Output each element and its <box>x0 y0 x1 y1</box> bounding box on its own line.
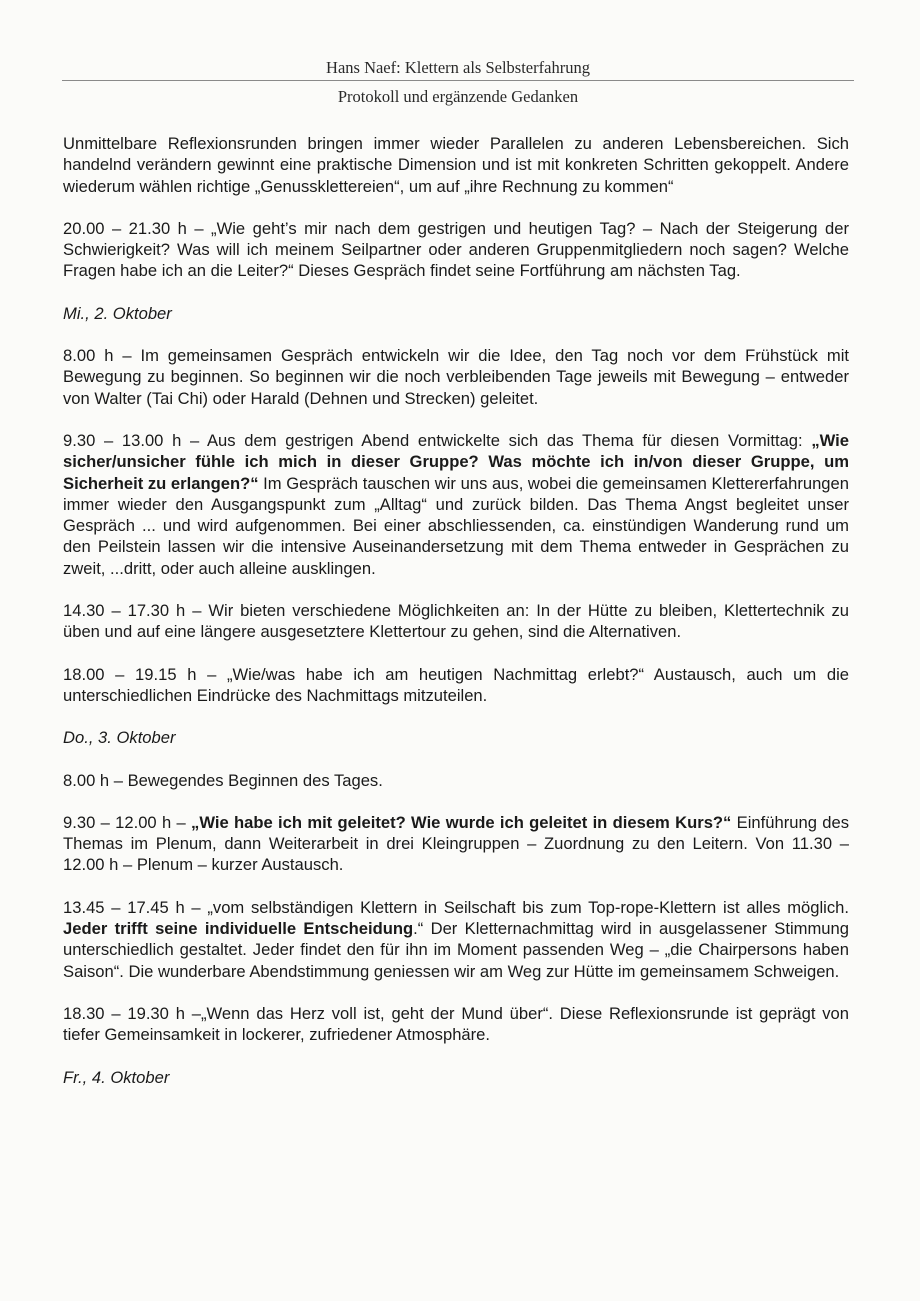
paragraph-afternoon-options: 14.30 – 17.30 h – Wir bieten verschiedene Möglichkeiten an: In der Hütte zu bleiben, Klettertechnik zu üben und auf eine längere ausgesetztere Klettertour zu gehen, sind die Alternativen. <box>63 601 849 642</box>
date-heading-thursday: Do., 3. Oktober <box>63 728 176 748</box>
text-segment: 13.45 – 17.45 h – „vom selbständigen Klettern in Seilschaft bis zum Top-rope-Klettern ist alles möglich. <box>63 897 849 917</box>
date-heading-friday: Fr., 4. Oktober <box>63 1067 170 1087</box>
text-segment: 9.30 – 12.00 h – <box>63 812 192 832</box>
header-subtitle: Protokoll und ergänzende Gedanken <box>337 87 579 106</box>
header-divider <box>62 80 854 81</box>
paragraph-leadership-theme <box>63 812 849 876</box>
bold-question: „Wie habe ich mit geleitet? Wie wurde ich geleitet in diesem Kurs?“ <box>191 812 732 832</box>
paragraph-reflection: Unmittelbare Reflexionsrunden bringen immer wieder Parallelen zu anderen Lebensbereichen. Sich handelnd verändern gewinnt eine praktische Dimension und ist mit konkreten Schritten gekoppelt. Andere wiederum wählen richtige „Genussklettereien“, um auf „ihre Rechnung zu kommen“ <box>63 134 849 196</box>
paragraph-morning-movement: 8.00 h – Im gemeinsamen Gespräch entwickeln wir die Idee, den Tag noch vor dem Frühstück mit Bewegung zu beginnen. So beginnen wir die noch verbleibenden Tage jeweils mit Bewegung – entweder von Walter (Tai Chi) oder Harald (Dehnen und Strecken) geleitet. <box>63 346 849 408</box>
paragraph-reflection-round: 18.30 – 19.30 h –„Wenn das Herz voll ist, geht der Mund über“. Diese Reflexionsrunde ist geprägt von tiefer Gemeinsamkeit in lockerer, zufriedener Atmosphäre. <box>63 1003 849 1045</box>
text-segment: Einführung des Themas im Plenum, dann Weiterarbeit in drei Kleingruppen – Zuordnung zu den Leitern. Von 11.30 – 12.00 h – Plenum – kurzer Austausch. <box>63 812 849 875</box>
header-title: Hans Naef: Klettern als Selbsterfahrung <box>326 58 590 77</box>
paragraph-afternoon-exchange: 18.00 – 19.15 h – „Wie/was habe ich am heutigen Nachmittag erlebt?“ Austausch, auch um die unterschiedlichen Eindrücke des Nachmittags mitzuteilen. <box>63 664 849 705</box>
text-segment: 9.30 – 13.00 h – Aus dem gestrigen Abend entwickelte sich das Thema für diesen Vormittag: <box>63 430 812 450</box>
text-segment: Im Gespräch tauschen wir uns aus, wobei die gemeinsamen Klettererfahrungen immer wieder den Ausgangspunkt zum „Alltag“ und zurück bilden. Das Thema Angst begleitet unser Gespräch ... und wird aufgenommen. Bei einer abschliessenden, ca. einstündigen Wanderung rund um den Peilstein lassen wir die intensive Auseinandersetzung mit dem Thema entweder in Gesprächen zu zweit, ...dritt, oder auch alleine ausklingen. <box>63 473 849 578</box>
text-segment: .“ Der Kletternachmittag wird in ausgelassener Stimmung unterschiedlich gestaltet. Jeder findet den für ihn im Moment passenden Weg – „die Chairpersons haben Saison“. Die wunderbare Abendstimmung geniessen wir am Weg zur Hütte im gemeinsamem Schweigen. <box>63 919 849 981</box>
bold-statement: Jeder trifft seine individuelle Entscheidung <box>63 919 414 939</box>
paragraph-safety-theme <box>63 430 849 579</box>
date-heading-wednesday: Mi., 2. Oktober <box>63 303 172 323</box>
paragraph-climbing-afternoon <box>63 897 849 982</box>
document-body <box>63 133 849 1088</box>
paragraph-morning-start: 8.00 h – Bewegendes Beginnen des Tages. <box>63 770 383 790</box>
paragraph-evening-talk: 20.00 – 21.30 h – „Wie geht’s mir nach dem gestrigen und heutigen Tag? – Nach der Steigerung der Schwierigkeit? Was will ich meinem Seilpartner oder anderen Gruppenmitgliedern noch sagen? Welche Fragen habe ich an die Leiter?“ Dieses Gespräch findet seine Fortführung am nächsten Tag. <box>63 218 849 281</box>
bold-question: „Wie sicher/unsicher fühle ich mich in dieser Gruppe? Was möchte ich in/von dieser Gruppe, um Sicherheit zu erlangen?“ <box>63 430 849 493</box>
